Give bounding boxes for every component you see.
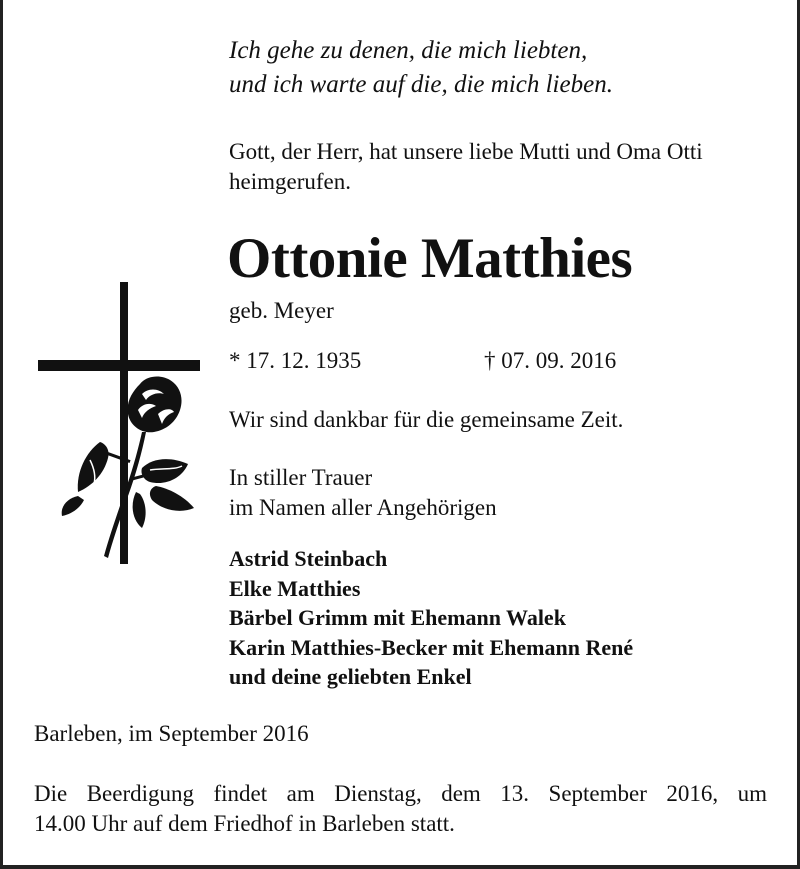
mourner-name: Astrid Steinbach xyxy=(229,546,388,571)
quote-line-2: und ich warte auf die, die mich lieben. xyxy=(229,71,613,98)
deceased-name: Ottonie Matthies xyxy=(227,227,633,290)
mourning-line-2: im Namen aller Angehörigen xyxy=(229,495,497,520)
mourner-name: und deine geliebten Enkel xyxy=(229,664,472,689)
birth-date: * 17. 12. 1935 xyxy=(229,348,362,373)
cross-with-rose-icon xyxy=(38,282,200,564)
intro-line-2: heimgerufen. xyxy=(229,169,351,194)
funeral-line-1: Die Beerdigung findet am Dienstag, dem 13. September 2016, um xyxy=(34,781,767,806)
quote-line-1: Ich gehe zu denen, die mich liebten, xyxy=(229,37,588,64)
mourner-name: Bärbel Grimm mit Ehemann Walek xyxy=(229,605,566,630)
mourner-name: Elke Matthies xyxy=(229,575,361,601)
mourning-line-1: In stiller Trauer xyxy=(229,465,373,490)
funeral-line-2: 14.00 Uhr auf dem Friedhof in Barleben statt. xyxy=(34,811,455,836)
intro-line-1: Gott, der Herr, hat unsere liebe Mutti und Oma Otti xyxy=(229,139,703,164)
mourner-name: Karin Matthies-Becker mit Ehemann René xyxy=(229,634,634,660)
maiden-name: geb. Meyer xyxy=(229,298,334,323)
place-date: Barleben, im September 2016 xyxy=(34,721,309,746)
death-date: † 07. 09. 2016 xyxy=(484,348,617,373)
funeral-details xyxy=(34,779,767,839)
gratitude-line: Wir sind dankbar für die gemeinsame Zeit. xyxy=(229,407,624,432)
